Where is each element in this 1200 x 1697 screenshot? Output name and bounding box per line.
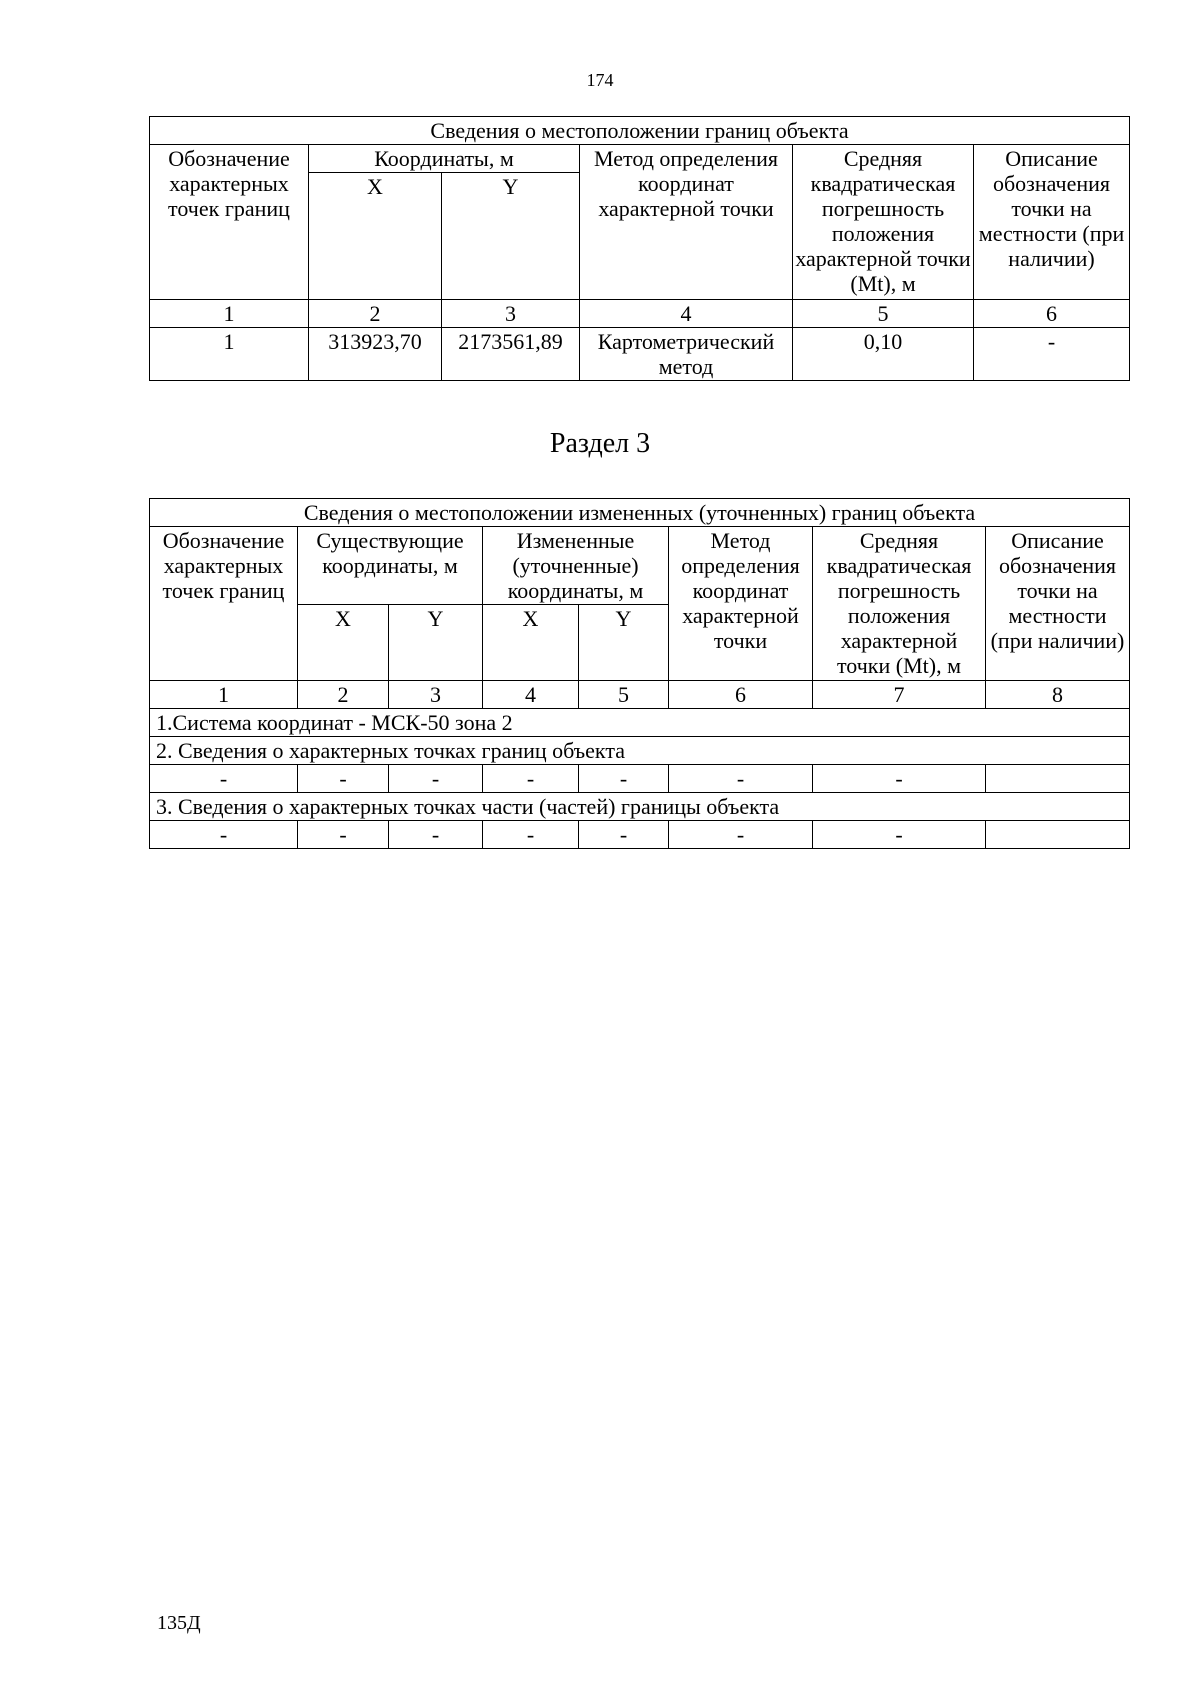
header-x: X xyxy=(309,173,442,300)
table-cell: - xyxy=(483,765,579,793)
table-cell: - xyxy=(298,821,389,849)
coordinate-system-row: 1.Система координат - МСК-50 зона 2 xyxy=(150,709,1130,737)
table-cell: - xyxy=(150,821,298,849)
column-number: 2 xyxy=(309,300,442,328)
header-x: X xyxy=(483,605,579,681)
column-number: 7 xyxy=(813,681,986,709)
cell-method: Картометрический метод xyxy=(580,328,793,381)
header-point: Обозначение характерных точек границ xyxy=(150,145,309,300)
header-description: Описание обозначения точки на местности (при наличии) xyxy=(986,527,1130,681)
header-description: Описание обозначения точки на местности (при наличии) xyxy=(974,145,1130,300)
table-cell: - xyxy=(579,821,669,849)
page-number: 174 xyxy=(586,70,614,90)
cell-x: 313923,70 xyxy=(309,328,442,381)
table-cell: - xyxy=(669,821,813,849)
changed-boundary-table xyxy=(149,498,1130,849)
column-number: 6 xyxy=(669,681,813,709)
table-cell: - xyxy=(813,821,986,849)
header-accuracy: Средняя квадратическая погрешность положения характерной точки (Mt), м xyxy=(813,527,986,681)
column-number: 1 xyxy=(150,300,309,328)
boundary-table xyxy=(149,116,1130,381)
cell-point: 1 xyxy=(150,328,309,381)
header-point: Обозначение характерных точек границ xyxy=(150,527,298,681)
header-existing-coords: Существующие координаты, м xyxy=(298,527,483,605)
table-cell xyxy=(986,765,1130,793)
table-cell: - xyxy=(669,765,813,793)
column-number: 3 xyxy=(389,681,483,709)
table-cell: - xyxy=(483,821,579,849)
table-cell: - xyxy=(579,765,669,793)
cell-accuracy: 0,10 xyxy=(793,328,974,381)
table-cell: - xyxy=(813,765,986,793)
table-title: Сведения о местоположении измененных (уточненных) границ объекта xyxy=(150,499,1130,527)
section-title: Раздел 3 xyxy=(549,428,651,459)
header-method: Метод определения координат характерной точки xyxy=(669,527,813,681)
cell-description: - xyxy=(974,328,1130,381)
column-number: 8 xyxy=(986,681,1130,709)
column-number: 1 xyxy=(150,681,298,709)
column-number: 5 xyxy=(579,681,669,709)
table-cell: - xyxy=(389,765,483,793)
table-row xyxy=(150,328,1130,381)
table-cell xyxy=(986,821,1130,849)
header-y: Y xyxy=(579,605,669,681)
column-number: 5 xyxy=(793,300,974,328)
header-method: Метод определения координат характерной точки xyxy=(580,145,793,300)
column-number: 2 xyxy=(298,681,389,709)
column-number: 6 xyxy=(974,300,1130,328)
table-cell: - xyxy=(298,765,389,793)
table-cell: - xyxy=(389,821,483,849)
column-number: 4 xyxy=(483,681,579,709)
table-title: Сведения о местоположении границ объекта xyxy=(150,117,1130,145)
table-cell: - xyxy=(150,765,298,793)
section-heading-points: 2. Сведения о характерных точках границ объекта xyxy=(150,737,1130,765)
table-row xyxy=(150,821,1130,849)
column-number: 3 xyxy=(442,300,580,328)
header-changed-coords: Измененные (уточненные) координаты, м xyxy=(483,527,669,605)
footer-code: 135Д xyxy=(157,1612,201,1634)
header-y: Y xyxy=(442,173,580,300)
header-x: X xyxy=(298,605,389,681)
section-heading-parts: 3. Сведения о характерных точках части (частей) границы объекта xyxy=(150,793,1130,821)
column-number: 4 xyxy=(580,300,793,328)
header-accuracy: Средняя квадратическая погрешность положения характерной точки (Mt), м xyxy=(793,145,974,300)
cell-y: 2173561,89 xyxy=(442,328,580,381)
header-y: Y xyxy=(389,605,483,681)
header-coords: Координаты, м xyxy=(309,145,580,173)
table-row xyxy=(150,765,1130,793)
